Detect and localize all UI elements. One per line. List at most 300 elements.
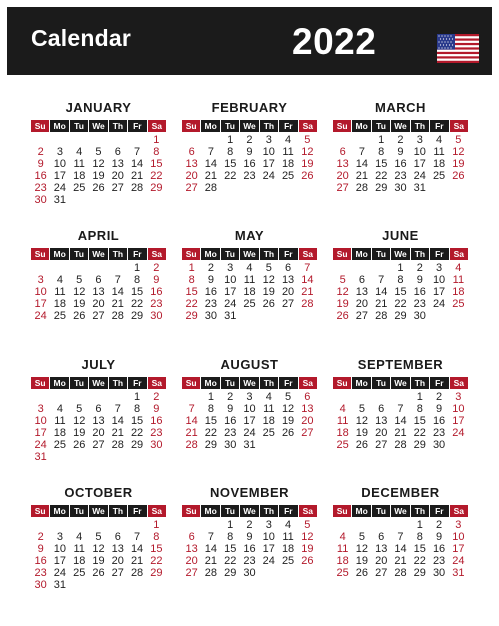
weekday-label: We	[391, 377, 409, 389]
day-grid	[31, 391, 166, 463]
day-cell: 25	[73, 182, 86, 194]
day-cell: 30	[413, 310, 426, 322]
weekday-label: Fr	[279, 120, 297, 132]
weekday-label: Su	[333, 248, 351, 260]
day-cell: 22	[130, 427, 144, 439]
day-cell: 10	[262, 531, 275, 543]
empty-cell	[31, 262, 50, 274]
day-cell: 21	[130, 555, 144, 567]
day-cell: 9	[436, 531, 443, 543]
weekday-label: Su	[31, 505, 49, 517]
day-cell: 22	[150, 555, 163, 567]
day-cell: 14	[394, 543, 407, 555]
day-cell: 29	[130, 310, 144, 322]
day-cell: 25	[73, 567, 86, 579]
day-cell: 28	[130, 182, 144, 194]
weekday-label: Su	[31, 248, 49, 260]
day-cell: 7	[397, 531, 404, 543]
day-cell: 14	[111, 415, 124, 427]
weekday-label: Fr	[279, 377, 297, 389]
weekday-label: Fr	[128, 505, 146, 517]
day-cell: 1	[207, 391, 214, 403]
day-grid	[182, 262, 317, 322]
empty-cell	[31, 134, 50, 146]
day-cell: 24	[53, 567, 67, 579]
month-august	[182, 357, 317, 475]
day-cell: 3	[455, 519, 462, 531]
day-cell: 18	[281, 158, 295, 170]
day-cell: 27	[92, 310, 105, 322]
day-cell: 27	[301, 427, 314, 439]
day-cell: 2	[397, 134, 404, 146]
day-cell: 13	[185, 543, 198, 555]
day-cell: 8	[227, 531, 234, 543]
day-cell: 26	[281, 427, 295, 439]
day-cell: 22	[204, 427, 218, 439]
day-cell: 18	[432, 158, 446, 170]
day-cell: 26	[301, 170, 314, 182]
weekday-header	[31, 505, 166, 517]
day-cell: 31	[452, 567, 465, 579]
day-cell: 26	[73, 310, 86, 322]
day-cell: 12	[281, 403, 295, 415]
day-cell: 7	[188, 403, 195, 415]
weekday-label: Mo	[50, 505, 68, 517]
day-cell: 22	[224, 555, 237, 567]
day-cell: 19	[92, 555, 105, 567]
day-cell: 21	[375, 298, 388, 310]
weekday-label: Th	[411, 505, 429, 517]
weekday-label: Fr	[430, 505, 448, 517]
weekday-label: Mo	[50, 248, 68, 260]
weekday-label: Su	[182, 120, 200, 132]
weekday-label: Tu	[70, 120, 88, 132]
weekday-label: Sa	[450, 248, 468, 260]
day-grid	[333, 262, 468, 322]
day-cell: 23	[413, 298, 426, 310]
day-cell: 9	[37, 158, 44, 170]
weekday-label: Fr	[430, 377, 448, 389]
day-cell: 12	[92, 158, 105, 170]
empty-cell	[372, 262, 391, 274]
weekday-label: Tu	[372, 120, 390, 132]
day-cell: 4	[455, 262, 462, 274]
weekday-label: Tu	[221, 377, 239, 389]
day-cell: 27	[281, 298, 295, 310]
day-cell: 30	[243, 567, 256, 579]
weekday-label: Th	[411, 377, 429, 389]
day-cell: 23	[224, 427, 237, 439]
day-cell: 2	[436, 391, 443, 403]
day-cell: 14	[301, 274, 314, 286]
day-cell: 26	[92, 182, 105, 194]
day-cell: 10	[432, 274, 446, 286]
month-name: SEPTEMBER	[357, 357, 444, 372]
day-cell: 27	[92, 439, 105, 451]
day-cell: 29	[375, 182, 388, 194]
day-cell: 8	[416, 531, 423, 543]
weekday-label: Th	[260, 377, 278, 389]
day-cell: 4	[339, 531, 346, 543]
empty-cell	[108, 262, 127, 274]
day-cell: 30	[432, 439, 446, 451]
day-cell: 13	[92, 415, 105, 427]
day-grid	[31, 134, 166, 206]
empty-cell	[333, 519, 352, 531]
day-cell: 17	[452, 543, 465, 555]
day-cell: 23	[150, 298, 163, 310]
day-cell: 26	[262, 298, 275, 310]
empty-cell	[182, 391, 201, 403]
empty-cell	[31, 391, 50, 403]
day-cell: 6	[188, 146, 195, 158]
day-cell: 17	[224, 286, 237, 298]
month-july	[31, 357, 166, 475]
weekday-label: Mo	[50, 120, 68, 132]
day-cell: 26	[355, 567, 369, 579]
day-cell: 15	[224, 543, 237, 555]
day-cell: 17	[34, 298, 47, 310]
day-cell: 7	[207, 531, 214, 543]
day-cell: 15	[150, 543, 163, 555]
day-cell: 16	[34, 555, 47, 567]
day-cell: 9	[436, 403, 443, 415]
day-cell: 13	[111, 158, 124, 170]
day-cell: 11	[73, 543, 85, 555]
day-cell: 26	[452, 170, 465, 182]
day-cell: 12	[262, 274, 275, 286]
weekday-label: Su	[333, 377, 351, 389]
day-cell: 16	[413, 286, 426, 298]
weekday-label: Mo	[50, 377, 68, 389]
day-cell: 1	[378, 134, 385, 146]
day-cell: 1	[227, 519, 234, 531]
day-cell: 25	[53, 310, 67, 322]
weekday-label: Tu	[372, 377, 390, 389]
empty-cell	[182, 134, 201, 146]
day-cell: 19	[92, 170, 105, 182]
day-cell: 15	[150, 158, 163, 170]
weekday-label: Fr	[430, 248, 448, 260]
day-cell: 19	[336, 298, 349, 310]
day-cell: 7	[378, 274, 385, 286]
weekday-label: Sa	[450, 377, 468, 389]
day-cell: 6	[95, 274, 102, 286]
weekday-label: We	[240, 248, 258, 260]
day-cell: 14	[375, 286, 388, 298]
day-cell: 25	[262, 427, 275, 439]
day-cell: 22	[375, 170, 388, 182]
weekday-header	[333, 248, 468, 260]
weekday-header	[333, 505, 468, 517]
empty-cell	[391, 391, 410, 403]
month-name: APRIL	[77, 228, 120, 243]
day-cell: 2	[153, 391, 160, 403]
day-cell: 3	[246, 391, 253, 403]
month-march	[333, 100, 468, 218]
day-cell: 31	[413, 182, 426, 194]
day-cell: 4	[56, 274, 63, 286]
day-cell: 16	[432, 543, 446, 555]
weekday-label: Tu	[372, 505, 390, 517]
day-cell: 31	[224, 310, 237, 322]
empty-cell	[50, 134, 69, 146]
day-cell: 2	[37, 531, 44, 543]
day-cell: 20	[111, 555, 124, 567]
day-cell: 16	[394, 158, 407, 170]
weekday-label: Mo	[201, 248, 219, 260]
day-cell: 10	[34, 286, 47, 298]
day-cell: 30	[204, 310, 218, 322]
day-cell: 7	[114, 403, 121, 415]
day-cell: 1	[134, 391, 141, 403]
weekday-label: Th	[411, 120, 429, 132]
day-cell: 14	[130, 158, 144, 170]
day-cell: 21	[301, 286, 314, 298]
day-cell: 1	[188, 262, 195, 274]
day-cell: 23	[243, 555, 256, 567]
day-cell: 3	[37, 403, 44, 415]
empty-cell	[70, 519, 89, 531]
day-cell: 12	[73, 286, 86, 298]
day-cell: 1	[153, 134, 160, 146]
empty-cell	[372, 519, 391, 531]
empty-cell	[352, 519, 371, 531]
empty-cell	[201, 519, 220, 531]
day-cell: 3	[416, 134, 423, 146]
day-cell: 4	[339, 403, 346, 415]
weekday-header	[182, 505, 317, 517]
weekday-label: We	[391, 505, 409, 517]
weekday-label: Fr	[128, 248, 146, 260]
day-cell: 30	[150, 439, 163, 451]
day-cell: 19	[452, 158, 465, 170]
day-cell: 3	[436, 262, 443, 274]
day-cell: 6	[378, 403, 385, 415]
empty-cell	[352, 391, 371, 403]
weekday-label: Mo	[352, 120, 370, 132]
day-cell: 4	[285, 519, 292, 531]
day-grid	[333, 134, 468, 194]
day-grid	[31, 519, 166, 591]
day-cell: 21	[111, 427, 124, 439]
day-cell: 5	[76, 403, 83, 415]
weekday-label: Tu	[221, 505, 239, 517]
page-title: Calendar	[31, 25, 132, 51]
day-cell: 9	[153, 403, 160, 415]
weekday-label: Su	[333, 120, 351, 132]
weekday-label: Tu	[70, 248, 88, 260]
weekday-label: Mo	[201, 120, 219, 132]
day-cell: 9	[416, 274, 423, 286]
month-february	[182, 100, 317, 218]
day-cell: 8	[416, 403, 423, 415]
empty-cell	[391, 519, 410, 531]
day-cell: 27	[355, 310, 369, 322]
weekday-label: Tu	[221, 248, 239, 260]
empty-cell	[127, 134, 146, 146]
day-cell: 17	[452, 415, 465, 427]
empty-cell	[201, 134, 220, 146]
day-grid	[182, 391, 317, 451]
weekday-label: Sa	[299, 120, 317, 132]
day-cell: 26	[73, 439, 86, 451]
year-label: 2022	[292, 21, 377, 62]
day-cell: 29	[185, 310, 198, 322]
weekday-header	[333, 120, 468, 132]
day-cell: 4	[246, 262, 253, 274]
day-cell: 24	[53, 182, 67, 194]
day-cell: 4	[76, 146, 83, 158]
day-cell: 2	[436, 519, 443, 531]
day-cell: 29	[130, 439, 144, 451]
day-cell: 14	[204, 158, 218, 170]
day-cell: 9	[227, 403, 234, 415]
day-cell: 13	[185, 158, 198, 170]
month-may	[182, 228, 317, 346]
empty-cell	[372, 391, 391, 403]
day-cell: 18	[336, 427, 349, 439]
day-cell: 11	[336, 415, 349, 427]
weekday-label: We	[391, 248, 409, 260]
day-cell: 8	[134, 403, 141, 415]
weekday-header	[333, 377, 468, 389]
day-cell: 22	[413, 427, 426, 439]
weekday-header	[31, 248, 166, 260]
day-cell: 22	[394, 298, 407, 310]
weekday-label: Sa	[299, 505, 317, 517]
day-cell: 6	[188, 531, 195, 543]
weekday-header	[31, 120, 166, 132]
day-cell: 28	[375, 310, 388, 322]
weekday-label: We	[89, 120, 107, 132]
weekday-label: Th	[260, 505, 278, 517]
day-cell: 2	[227, 391, 234, 403]
empty-cell	[89, 262, 108, 274]
day-cell: 19	[73, 427, 86, 439]
weekday-label: Th	[260, 248, 278, 260]
day-cell: 8	[153, 531, 160, 543]
day-cell: 23	[150, 427, 163, 439]
day-cell: 31	[34, 451, 47, 463]
day-cell: 19	[73, 298, 86, 310]
weekday-label: Sa	[148, 377, 166, 389]
day-cell: 6	[378, 531, 385, 543]
empty-cell	[70, 391, 89, 403]
month-name: NOVEMBER	[209, 485, 290, 500]
day-cell: 7	[114, 274, 121, 286]
day-cell: 9	[37, 543, 44, 555]
day-cell: 2	[37, 146, 44, 158]
weekday-label: Sa	[148, 120, 166, 132]
day-cell: 25	[281, 555, 295, 567]
empty-cell	[70, 262, 89, 274]
day-cell: 17	[53, 170, 67, 182]
day-cell: 10	[34, 415, 47, 427]
day-cell: 13	[375, 415, 388, 427]
day-cell: 17	[432, 286, 446, 298]
weekday-label: Mo	[352, 505, 370, 517]
month-name: OCTOBER	[64, 485, 133, 500]
day-cell: 18	[73, 555, 86, 567]
month-name: DECEMBER	[361, 485, 440, 500]
day-cell: 16	[34, 170, 47, 182]
day-cell: 14	[185, 415, 198, 427]
day-cell: 21	[185, 427, 198, 439]
day-cell: 2	[207, 262, 214, 274]
day-cell: 24	[452, 427, 465, 439]
day-cell: 26	[92, 567, 105, 579]
day-cell: 10	[224, 274, 237, 286]
header-bar	[7, 7, 492, 75]
day-cell: 22	[130, 298, 144, 310]
day-cell: 9	[246, 146, 253, 158]
empty-cell	[182, 519, 201, 531]
weekday-label: We	[240, 377, 258, 389]
weekday-label: Sa	[148, 505, 166, 517]
day-cell: 11	[282, 531, 294, 543]
weekday-label: Tu	[221, 120, 239, 132]
day-cell: 2	[153, 262, 160, 274]
day-cell: 12	[301, 146, 314, 158]
day-grid	[333, 519, 468, 579]
month-june	[333, 228, 468, 346]
weekday-label: Su	[31, 120, 49, 132]
day-cell: 18	[262, 415, 275, 427]
day-cell: 1	[227, 134, 234, 146]
day-cell: 12	[73, 415, 86, 427]
day-cell: 13	[355, 286, 369, 298]
day-cell: 20	[301, 415, 314, 427]
day-cell: 5	[95, 146, 102, 158]
day-cell: 19	[262, 286, 275, 298]
weekday-label: Th	[109, 120, 127, 132]
day-cell: 1	[416, 391, 423, 403]
day-cell: 28	[204, 567, 218, 579]
day-cell: 30	[34, 579, 47, 591]
day-cell: 10	[452, 531, 465, 543]
day-cell: 8	[134, 274, 141, 286]
day-cell: 20	[111, 170, 124, 182]
day-cell: 11	[282, 146, 294, 158]
day-cell: 11	[433, 146, 445, 158]
day-cell: 9	[153, 274, 160, 286]
empty-cell	[70, 134, 89, 146]
day-cell: 3	[227, 262, 234, 274]
day-cell: 24	[34, 310, 47, 322]
day-cell: 28	[185, 439, 198, 451]
day-cell: 29	[224, 567, 237, 579]
day-cell: 1	[416, 519, 423, 531]
day-cell: 6	[339, 146, 346, 158]
day-cell: 17	[262, 543, 275, 555]
day-cell: 13	[92, 286, 105, 298]
weekday-label: Su	[182, 505, 200, 517]
day-cell: 18	[53, 298, 67, 310]
weekday-label: Tu	[372, 248, 390, 260]
day-cell: 12	[301, 531, 314, 543]
day-cell: 31	[243, 439, 256, 451]
day-cell: 15	[394, 286, 407, 298]
weekday-label: Su	[182, 377, 200, 389]
day-cell: 10	[452, 403, 465, 415]
month-name: JULY	[81, 357, 116, 372]
day-cell: 21	[394, 555, 407, 567]
day-cell: 2	[246, 134, 253, 146]
day-cell: 4	[56, 403, 63, 415]
day-cell: 19	[281, 415, 295, 427]
day-cell: 25	[243, 298, 256, 310]
